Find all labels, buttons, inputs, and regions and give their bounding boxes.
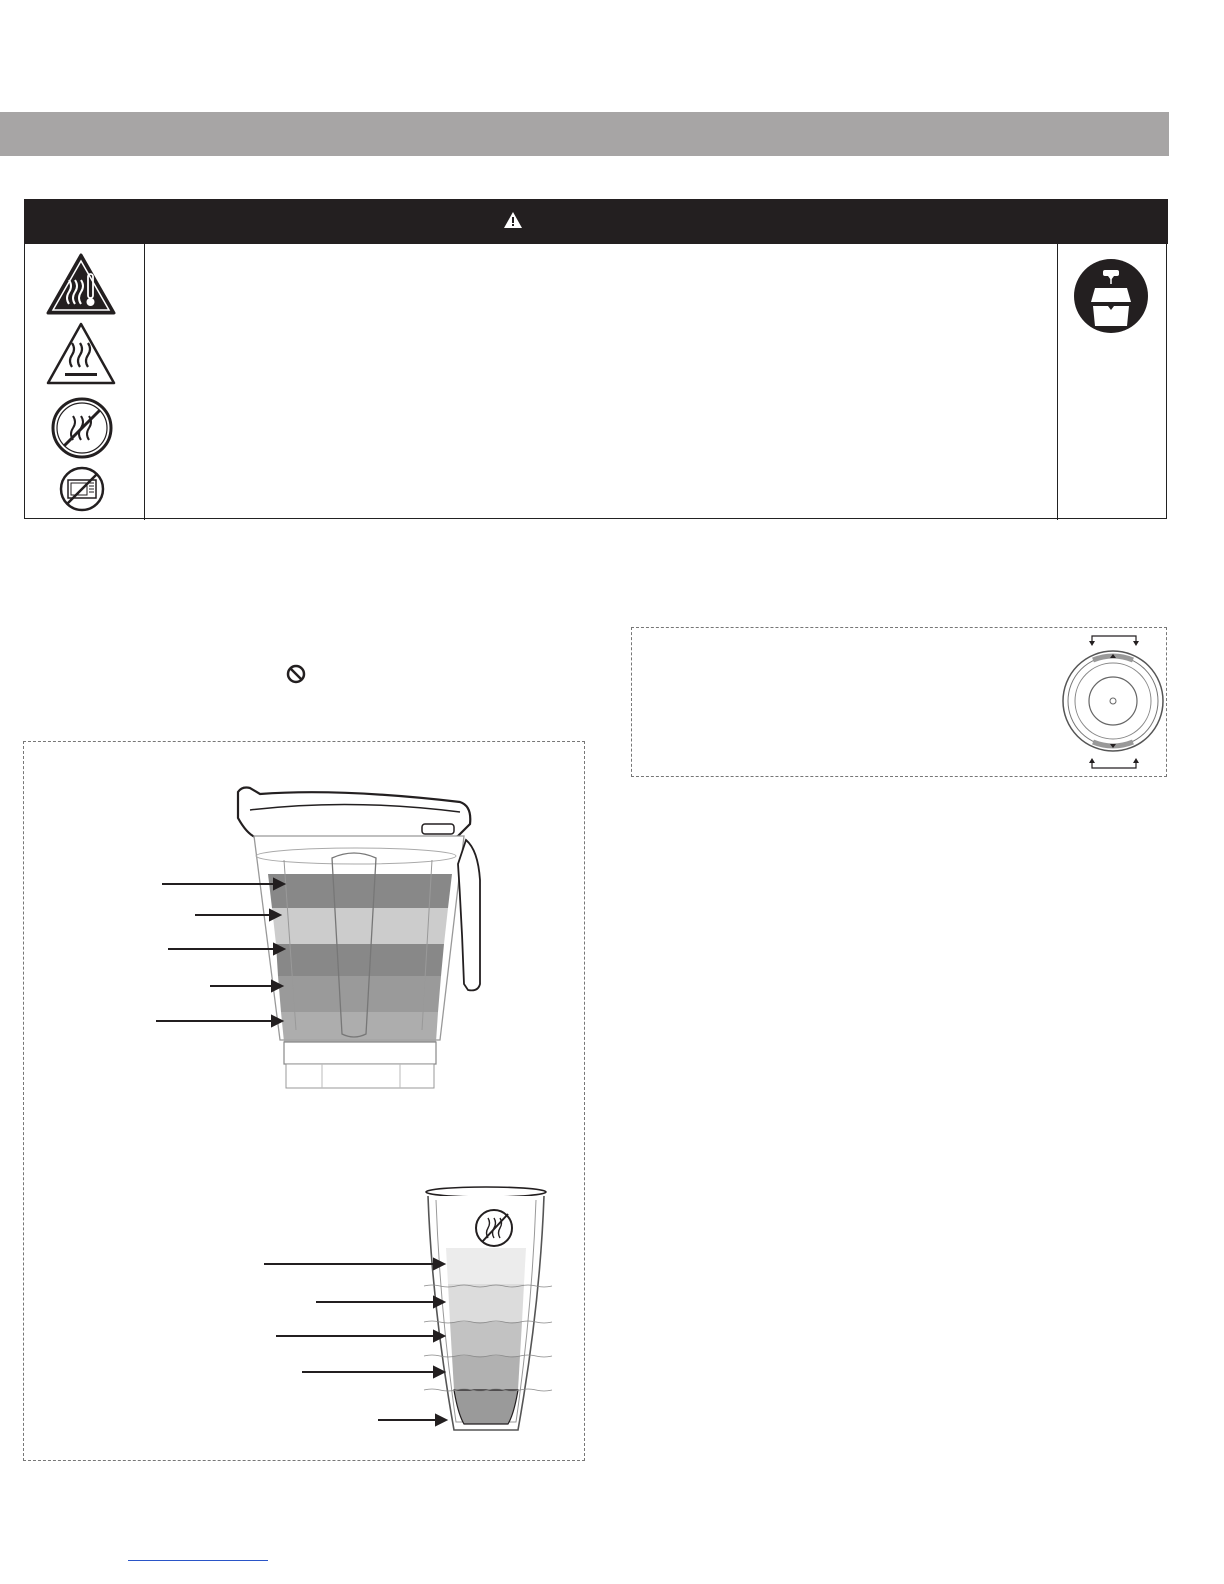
warning-header-bar [24,199,1168,244]
no-microwave-prohibition-icon [58,465,106,513]
hot-contents-warning-icon [45,252,117,316]
lid-alignment-diagram [1060,630,1166,774]
section-header-bar [0,112,1169,156]
underlined-link[interactable] [128,1550,268,1561]
warning-column-divider-left [144,244,145,520]
prohibition-icon [286,664,306,684]
container-level-arrows [150,870,290,1035]
warning-triangle-icon [503,211,523,229]
hot-surface-warning-icon [45,321,117,387]
warning-column-divider-right [1057,244,1058,520]
no-heat-prohibition-icon [50,396,114,460]
secure-lid-instruction-icon [1073,258,1149,334]
cup-level-arrows [260,1254,450,1434]
warning-box [24,199,1167,519]
